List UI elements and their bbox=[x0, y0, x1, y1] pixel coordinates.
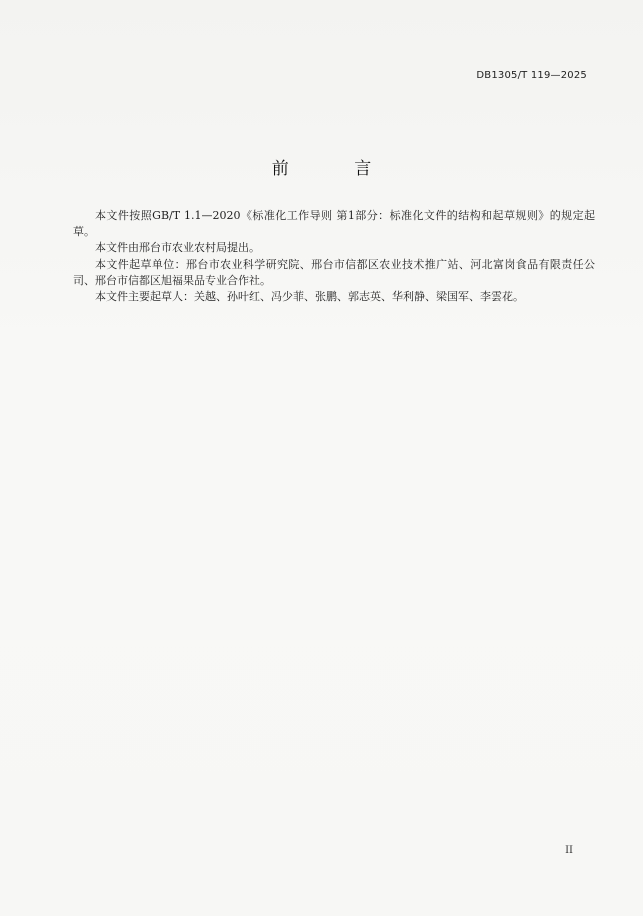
paragraph-proposer: 本文件由邢台市农业农村局提出。 bbox=[95, 241, 260, 255]
page-number: II bbox=[565, 845, 573, 856]
foreword-body bbox=[73, 208, 595, 305]
section-title: 前 言 bbox=[271, 159, 402, 179]
paragraph-drafting-basis: 本文件按照GB/T 1.1—2020《标准化工作导则 第1部分：标准化文件的结构和起草规则》的规定起草。 bbox=[73, 209, 595, 239]
document-code: DB1305/T 119—2025 bbox=[476, 70, 587, 81]
paragraph-drafting-units: 本文件起草单位：邢台市农业科学研究院、邢台市信都区农业技术推广站、河北富岗食品有限责任公司、邢台市信都区旭福果品专业合作社。 bbox=[73, 257, 595, 287]
paragraph-drafters: 本文件主要起草人：关越、孙叶红、冯少菲、张鹏、郭志英、华利静、梁国军、李雲花。 bbox=[95, 290, 524, 304]
